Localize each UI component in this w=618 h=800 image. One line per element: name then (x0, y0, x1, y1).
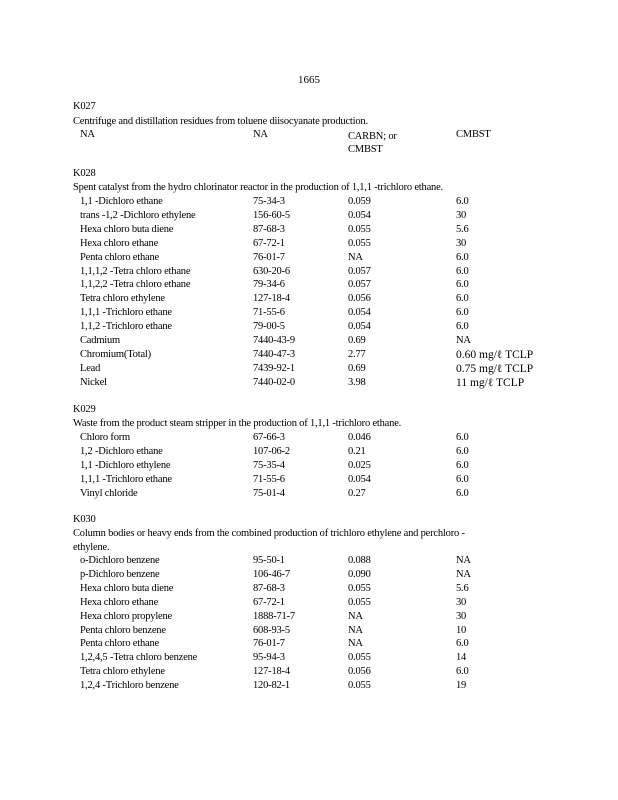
table-cell: 6.0 (456, 293, 469, 305)
table-cell: Hexa chloro ethane (80, 237, 159, 249)
table-cell: 76-01-7 (253, 251, 285, 263)
table-cell: 0.75 mg/ℓ TCLP (456, 362, 534, 375)
table-cell: 1,1,1,2 -Tetra chloro ethane (80, 265, 191, 277)
table-cell: CMBST (456, 129, 491, 140)
table-cell: Cadmium (80, 335, 121, 346)
table-cell: 6.0 (456, 473, 469, 485)
table-cell: 67-66-3 (253, 432, 285, 443)
section-description: Column bodies or heavy ends from the combined production of trichloro ethylene and perchloro - (73, 528, 465, 539)
table-cell: 0.046 (348, 432, 371, 443)
table-cell: 630-20-6 (253, 265, 290, 277)
table-cell: 6.0 (456, 321, 469, 333)
table-cell: 1888-71-7 (253, 610, 295, 622)
table-cell: 7439-92-1 (253, 362, 295, 374)
table-cell: 0.054 (348, 321, 371, 333)
table-cell: 120-82-1 (253, 680, 290, 692)
table-cell: 0.69 (348, 362, 366, 374)
table-cell: 6.0 (456, 638, 469, 650)
table-cell: NA (253, 129, 268, 140)
table-cell: Chromium(Total) (80, 348, 151, 360)
table-cell: 0.60 mg/ℓ TCLP (456, 348, 534, 361)
section-description: Centrifuge and distillation residues from toluene diisocyanate production. (73, 116, 368, 127)
table-cell: 6.0 (456, 432, 469, 443)
table-cell: Penta chloro ethane (80, 251, 160, 263)
table-cell: 7440-47-3 (253, 348, 295, 360)
table-cell: 75-35-4 (253, 459, 285, 471)
table-cell: 30 (456, 237, 467, 249)
table-cell: 11 mg/ℓ TCLP (456, 376, 525, 389)
table-cell: 10 (456, 624, 467, 636)
table-cell: 0.059 (348, 196, 371, 207)
table-cell: 71-55-6 (253, 473, 285, 485)
table-cell: 67-72-1 (253, 596, 285, 608)
table-cell: trans -1,2 -Dichloro ethylene (80, 209, 196, 221)
table-cell: 0.088 (348, 555, 371, 566)
section-description: Spent catalyst from the hydro chlorinator reactor in the production of 1,1,1 -trichloro ethane. (73, 182, 443, 193)
table-cell: 0.055 (348, 223, 371, 235)
table-cell: 0.057 (348, 279, 371, 291)
table-cell: 76-01-7 (253, 638, 285, 650)
table-cell: Penta chloro benzene (80, 624, 166, 636)
table-cell: 1,1,1 -Trichloro ethane (80, 307, 172, 319)
section-description: ethylene. (73, 542, 110, 553)
table-cell: 1,1 -Dichloro ethane (80, 196, 163, 207)
table-cell: 0.056 (348, 293, 371, 305)
section-code: K029 (73, 404, 96, 415)
table-cell: 30 (456, 610, 467, 622)
table-cell: 1,1,2,2 -Tetra chloro ethane (80, 279, 191, 291)
table-cell: 5.6 (456, 223, 469, 235)
table-cell: NA (348, 624, 363, 636)
table-cell: 67-72-1 (253, 237, 285, 249)
table-cell: 107-06-2 (253, 445, 290, 457)
table-cell: 7440-02-0 (253, 376, 295, 388)
table-cell: 0.69 (348, 335, 366, 346)
section-code: K027 (73, 101, 96, 112)
table-cell: 0.025 (348, 459, 371, 471)
table-cell: 1,2 -Dichloro ethane (80, 445, 163, 457)
table-cell: NA (456, 335, 471, 346)
table-cell: 1,2,4,5 -Tetra chloro benzene (80, 652, 198, 664)
table-cell: 0.054 (348, 473, 371, 485)
table-cell: 6.0 (456, 445, 469, 457)
table-cell: 0.055 (348, 582, 371, 594)
table-cell: 3.98 (348, 376, 366, 388)
section-code: K030 (73, 514, 96, 525)
section-description: Waste from the product steam stripper in the production of 1,1,1 -trichloro ethane. (73, 418, 402, 429)
table-cell: 106-46-7 (253, 568, 290, 580)
table-cell: 0.054 (348, 209, 371, 221)
table-cell: 5.6 (456, 582, 469, 594)
table-cell: Penta chloro ethane (80, 638, 160, 650)
table-cell: 6.0 (456, 196, 469, 207)
table-cell: 95-94-3 (253, 652, 285, 664)
table-cell: NA (348, 251, 363, 263)
table-cell: Vinyl chloride (80, 487, 138, 499)
table-cell: 0.055 (348, 596, 371, 608)
table-cell: Hexa chloro buta diene (80, 223, 174, 235)
table-cell: 608-93-5 (253, 624, 290, 636)
table-cell: NA (80, 129, 95, 140)
table-cell: 79-34-6 (253, 279, 285, 291)
page-number: 1665 (298, 74, 320, 86)
table-cell: 95-50-1 (253, 555, 285, 566)
table-cell: 1,1,2 -Trichloro ethane (80, 321, 172, 333)
table-cell: 75-34-3 (253, 196, 285, 207)
section-code: K028 (73, 168, 96, 179)
table-cell: 0.057 (348, 265, 371, 277)
table-cell: 127-18-4 (253, 666, 290, 678)
table-cell: NA (456, 568, 471, 580)
table-cell: Nickel (80, 376, 107, 388)
table-cell: 6.0 (456, 265, 469, 277)
table-cell: 0.055 (348, 237, 371, 249)
table-cell: Hexa chloro ethane (80, 596, 159, 608)
table-cell: 0.054 (348, 307, 371, 319)
table-cell: Hexa chloro buta diene (80, 582, 174, 594)
table-cell: 6.0 (456, 459, 469, 471)
table-cell: 14 (456, 652, 467, 664)
table-cell: 156-60-5 (253, 209, 290, 221)
table-cell: NA (348, 638, 363, 650)
table-cell: 6.0 (456, 251, 469, 263)
table-cell: 6.0 (456, 487, 469, 499)
table-cell: 0.21 (348, 445, 366, 457)
table-cell: 1,2,4 -Trichloro benzene (80, 680, 179, 692)
table-cell: 6.0 (456, 666, 469, 678)
table-cell: 87-68-3 (253, 582, 285, 594)
table-cell: Tetra chloro ethylene (80, 293, 165, 305)
table-cell: 1,1 -Dichloro ethylene (80, 459, 171, 471)
table-cell: 87-68-3 (253, 223, 285, 235)
table-cell: 75-01-4 (253, 487, 285, 499)
table-cell: 2.77 (348, 348, 366, 360)
table-cell: CARBN; or CMBST (348, 131, 397, 155)
table-cell: 30 (456, 209, 467, 221)
table-cell: 79-00-5 (253, 321, 285, 333)
table-cell: Tetra chloro ethylene (80, 666, 165, 678)
table-cell: 71-55-6 (253, 307, 285, 319)
table-cell: 30 (456, 596, 467, 608)
table-cell: Chloro form (80, 432, 131, 443)
table-cell: Hexa chloro propylene (80, 610, 173, 622)
table-cell: 0.056 (348, 666, 371, 678)
table-cell: NA (456, 555, 471, 566)
table-cell: 0.055 (348, 680, 371, 692)
table-cell: o-Dichloro benzene (80, 555, 160, 566)
table-cell: p-Dichloro benzene (80, 568, 160, 580)
table-cell: 19 (456, 680, 467, 692)
table-cell: 1,1,1 -Trichloro ethane (80, 473, 172, 485)
table-cell: 6.0 (456, 279, 469, 291)
table-cell: 127-18-4 (253, 293, 290, 305)
table-cell: 0.055 (348, 652, 371, 664)
table-cell: 7440-43-9 (253, 335, 295, 346)
table-cell: 6.0 (456, 307, 469, 319)
table-cell: NA (348, 610, 363, 622)
table-cell: 0.090 (348, 568, 371, 580)
table-cell: Lead (80, 362, 101, 374)
table-cell: 0.27 (348, 487, 366, 499)
